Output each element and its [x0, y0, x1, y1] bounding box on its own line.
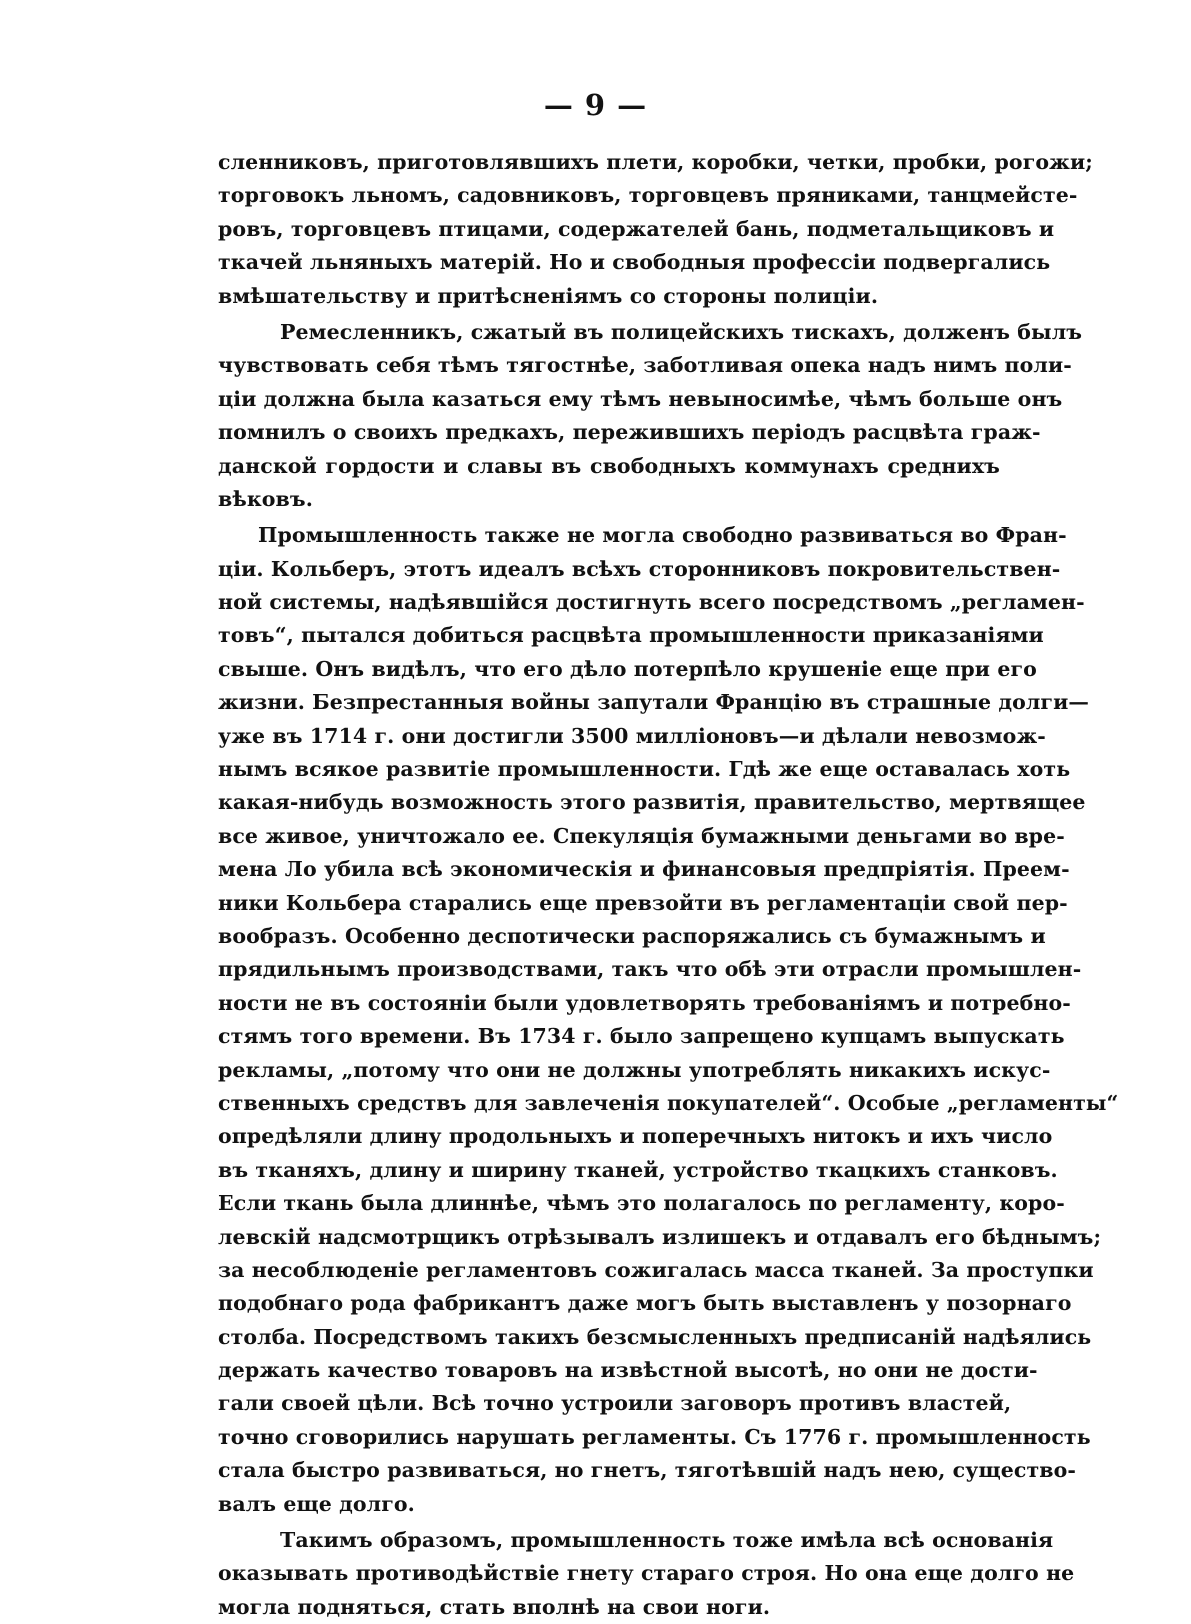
text-line: левскій надсмотрщикъ отрѣзывалъ излишекъ и отдавалъ его бѣднымъ; [218, 1224, 1102, 1249]
text-line: въ тканяхъ, длину и ширину тканей, устройство ткацкихъ станковъ. [218, 1157, 1058, 1182]
text-line: опредѣляли длину продольныхъ и поперечныхъ нитокъ и ихъ число [218, 1124, 1053, 1149]
page-number: — 9 — [543, 88, 648, 122]
text-line: сленниковъ, приготовлявшихъ плети, коробки, четки, пробки, рогожи; [218, 150, 1093, 174]
text-line: за несоблюденіе регламентовъ сожигалась масса тканей. За проступки [218, 1257, 1094, 1282]
text-line: Промышленность также не могла свободно развиваться во Фран- [258, 523, 1067, 548]
text-line: рекламы, „потому что они не должны употреблять никакихъ искус- [218, 1057, 1051, 1082]
text-line: ткачей льняныхъ матерій. Но и свободныя профессіи подвергались [218, 250, 1051, 275]
text-line: Ремесленникъ, сжатый въ полицейскихъ тискахъ, долженъ былъ [280, 319, 1083, 344]
text-line: стала быстро развиваться, но гнетъ, тяготѣвшій надъ нею, существо- [218, 1458, 1077, 1483]
paragraph [218, 1524, 1075, 1624]
text-line: прядильнымъ производствами, такъ что обѣ эти отрасли промышлен- [218, 957, 1082, 982]
text-line: ной системы, надѣявшійся достигнуть всего посредствомъ „регламен- [218, 590, 1085, 615]
text-line: ціи. Кольберъ, этотъ идеалъ всѣхъ сторонниковъ покровительствен- [218, 556, 1061, 581]
text-line: подобнаго рода фабрикантъ даже могъ быть выставленъ у позорнаго [218, 1291, 1072, 1316]
text-line: помнилъ о своихъ предкахъ, пережившихъ періодъ расцвѣта граж- [218, 420, 1041, 445]
text-line: валъ еще долго. [218, 1491, 415, 1516]
text-line: нымъ всякое развитіе промышленности. Гдѣ же еще оставалась хоть [218, 757, 1071, 782]
text-line: стямъ того времени. Въ 1734 г. было запрещено купцамъ выпускать [218, 1024, 1065, 1049]
text-line: ственныхъ средствъ для завлеченія покупателей“. Особые „регламенты“ [218, 1090, 1119, 1115]
text-line: данской гордости и славы въ свободныхъ коммунахъ среднихъ [218, 453, 1000, 478]
text-line: какая-нибудь возможность этого развитія, правительство, мертвящее [218, 790, 1086, 815]
text-line: вмѣшательству и притѣсненіямъ со стороны полиціи. [218, 283, 879, 308]
text-line: точно сговорились нарушать регламенты. Съ 1776 г. промышленность [218, 1424, 1091, 1449]
paragraph [218, 316, 1083, 516]
text-line: свыше. Онъ видѣлъ, что его дѣло потерпѣло крушеніе еще при его [218, 656, 1037, 681]
text-line: ціи должна была казаться ему тѣмъ невыносимѣе, чѣмъ больше онъ [218, 386, 1063, 411]
text-line: держать качество товаровъ на извѣстной высотѣ, но они не дости- [218, 1358, 1038, 1383]
text-line: чувствовать себя тѣмъ тягостнѣе, заботливая опека надъ нимъ поли- [218, 353, 1072, 378]
text-line: ники Кольбера старались еще превзойти въ регламентаціи свой пер- [218, 890, 1068, 915]
text-line: все живое, уничтожало ее. Спекуляція бумажными деньгами во вре- [218, 823, 1065, 848]
text-line: товъ“, пытался добиться расцвѣта промышленности приказаніями [218, 623, 1044, 648]
paragraph [218, 519, 1119, 1521]
text-line: могла подняться, стать вполнѣ на свои ноги. [218, 1594, 771, 1619]
text-line: мена Ло убила всѣ экономическія и финансовыя предпріятія. Преем- [218, 857, 1070, 882]
text-line: вѣковъ. [218, 486, 313, 511]
text-line: жизни. Безпрестанныя войны запутали Францію въ страшные долги— [218, 690, 1089, 715]
body-text [218, 146, 1119, 1624]
text-line: оказывать противодѣйствіе гнету стараго строя. Но она еще долго не [218, 1561, 1075, 1586]
text-line: ности не въ состояніи были удовлетворять требованіямъ и потребно- [218, 990, 1071, 1015]
paragraph [218, 146, 1093, 313]
text-line: торговокъ льномъ, садовниковъ, торговцевъ пряниками, танцмейсте- [218, 183, 1078, 208]
text-line: вообразъ. Особенно деспотически распоряжались съ бумажнымъ и [218, 923, 1046, 948]
text-line: Такимъ образомъ, промышленность тоже имѣла всѣ основанія [280, 1528, 1054, 1553]
text-line: ровъ, торговцевъ птицами, содержателей бань, подметальщиковъ и [218, 216, 1055, 241]
text-line: столба. Посредствомъ такихъ безсмысленныхъ предписаній надѣялись [218, 1324, 1092, 1349]
text-line: гали своей цѣли. Всѣ точно устроили заговоръ противъ властей, [218, 1391, 1012, 1416]
text-line: уже въ 1714 г. они достигли 3500 милліоновъ—и дѣлали невозмож- [218, 723, 1046, 748]
text-line: Если ткань была длиннѣе, чѣмъ это полагалось по регламенту, коро- [218, 1191, 1065, 1216]
